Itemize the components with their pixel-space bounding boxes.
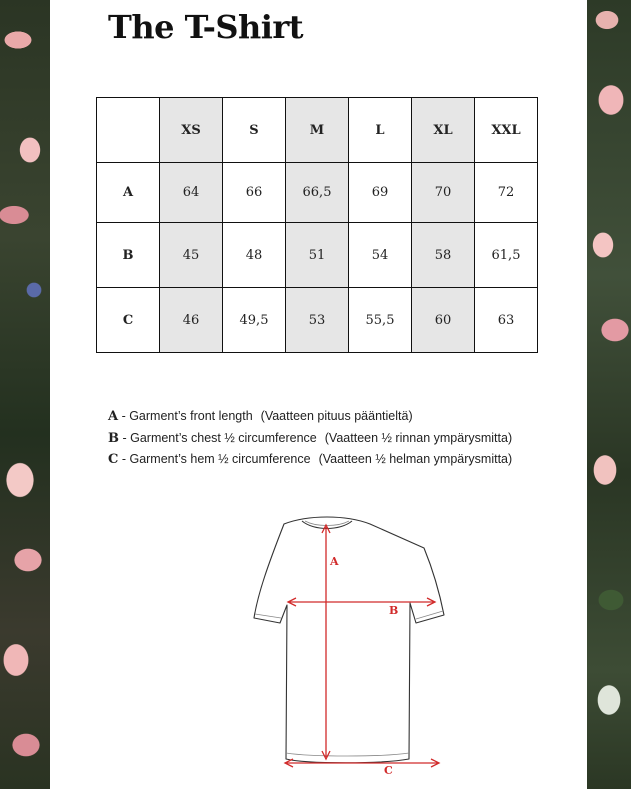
measure-label-b: B <box>389 604 399 617</box>
legend-finnish: (Vaatteen ½ helman ympärysmitta) <box>318 452 513 466</box>
table-cell: 70 <box>412 163 475 223</box>
measure-label-a: A <box>330 555 339 568</box>
page-title: The T-Shirt <box>108 8 304 46</box>
table-row <box>97 223 538 288</box>
table-cell: 61,5 <box>475 223 538 288</box>
tshirt-outline <box>254 517 444 763</box>
table-cell: 60 <box>412 288 475 353</box>
table-cell: 58 <box>412 223 475 288</box>
measurement-legend <box>108 406 512 471</box>
table-cell: 72 <box>475 163 538 223</box>
legend-item <box>108 406 512 428</box>
table-row <box>97 288 538 353</box>
legend-finnish: (Vaatteen ½ rinnan ympärysmitta) <box>324 430 513 445</box>
legend-key: A <box>108 409 119 424</box>
size-table-corner <box>97 98 160 163</box>
legend-item <box>108 428 512 450</box>
measure-label-c: C <box>384 764 393 777</box>
table-cell: 45 <box>160 223 223 288</box>
column-header-s: S <box>223 98 286 163</box>
table-cell: 54 <box>349 223 412 288</box>
table-cell: 64 <box>160 163 223 223</box>
column-header-xxl: XXL <box>475 98 538 163</box>
floral-background-right <box>587 0 631 789</box>
column-header-xs: XS <box>160 98 223 163</box>
table-cell: 48 <box>223 223 286 288</box>
table-cell: 51 <box>286 223 349 288</box>
size-guide-page <box>50 0 587 789</box>
legend-key: B <box>108 430 119 446</box>
size-table <box>96 97 538 353</box>
floral-background-left <box>0 0 50 789</box>
legend-text: - Garment’s hem ½ circumference <box>118 452 311 466</box>
row-label: C <box>97 288 160 353</box>
row-label: A <box>97 163 160 223</box>
column-header-m: M <box>286 98 349 163</box>
table-cell: 66,5 <box>286 163 349 223</box>
table-cell: 49,5 <box>223 288 286 353</box>
table-cell: 66 <box>223 163 286 223</box>
legend-text: - Garment’s chest ½ circumference <box>119 430 317 445</box>
column-header-l: L <box>349 98 412 163</box>
table-cell: 46 <box>160 288 223 353</box>
row-label: B <box>97 223 160 288</box>
table-row <box>97 163 538 223</box>
size-table-header-row <box>97 98 538 163</box>
table-cell: 69 <box>349 163 412 223</box>
column-header-xl: XL <box>412 98 475 163</box>
table-cell: 63 <box>475 288 538 353</box>
table-cell: 53 <box>286 288 349 353</box>
legend-key: C <box>108 452 119 467</box>
table-cell: 55,5 <box>349 288 412 353</box>
legend-item <box>108 449 512 471</box>
tshirt-measurement-diagram <box>202 515 452 777</box>
legend-text: - Garment’s front length <box>118 409 253 423</box>
legend-finnish: (Vaatteen pituus pääntieltä) <box>260 409 413 423</box>
